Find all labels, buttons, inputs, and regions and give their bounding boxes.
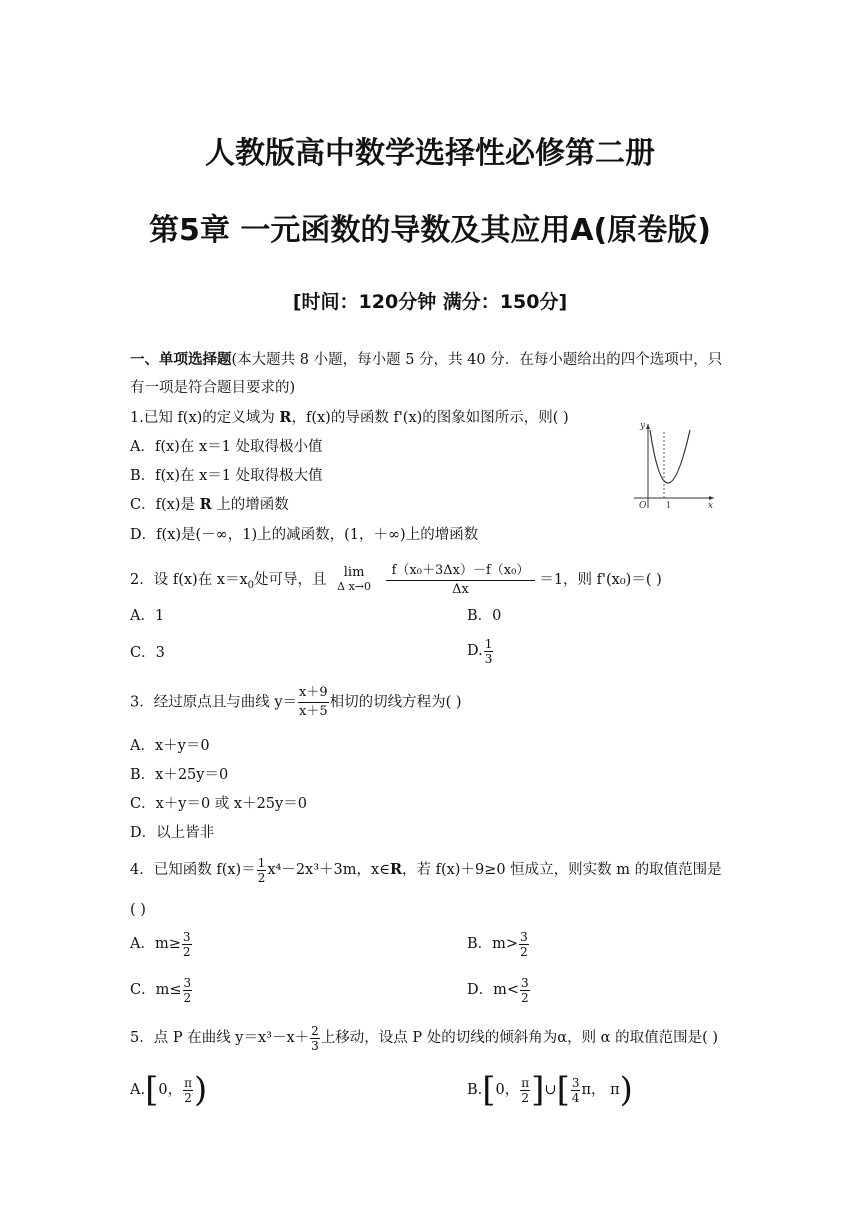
q5-option-b: B.[0， $\frac{\pi}{2}$ ]∪[ $\frac{3}{4}$ π， π) (467, 1070, 633, 1110)
section-description-line1: 一、单项选择题(本大题共 8 小题，每小题 5 分，共 40 分．在每小题给出的四个选项中，只 (130, 351, 723, 368)
y-axis-arrow (646, 424, 650, 429)
left-bracket-icon: [ (145, 1070, 159, 1110)
q5-option-a: A.[0， $\frac{\pi}{2}$ ) (130, 1070, 208, 1110)
section-description-line2: 有一项是符合题目要求的) (130, 380, 296, 396)
q1-stem: 1.已知 f(x)的定义域为 R，f(x)的导函数 f'(x)的图象如图所示，则( ) (130, 409, 569, 426)
q3-option-c: C．x＋y＝0 或 x＋25y＝0 (130, 796, 307, 812)
q2-option-a: A．1 (130, 608, 165, 624)
paper-title: 人教版高中数学选择性必修第二册 (205, 136, 655, 171)
q4-option-c: C．m≤ $\frac{3}{2}$ (130, 975, 192, 1005)
x-axis-label: x (708, 501, 714, 510)
origin-label: O (639, 501, 647, 510)
limit-operator: lim Δ x→0 (337, 565, 372, 593)
q4-stem: 4．已知函数 f(x)＝ $\frac{1}{2}$ x⁴－2x³＋3m，x∈R，若 f(x)＋9≥0 恒成立，则实数 m 的取值范围是 (130, 855, 722, 885)
right-bracket-icon: ] (531, 1070, 545, 1110)
right-paren-icon: ) (193, 1070, 208, 1110)
q2-option-d: D. $\frac{1}{3}$ (467, 636, 493, 666)
q3-option-b: B．x＋25y＝0 (130, 767, 229, 783)
exam-meta: [时间：120分钟 满分：150分] (292, 291, 568, 313)
q5-stem: 5．点 P 在曲线 y＝x³－x＋ $\frac{2}{3}$ 上移动，设点 P 处的切线的倾斜角为α，则 α 的取值范围是( ) (130, 1023, 719, 1053)
q4-option-d: D．m< $\frac{3}{2}$ (467, 975, 529, 1005)
x-axis-arrow (709, 496, 714, 500)
q2-option-b: B．0 (467, 608, 502, 624)
right-paren-icon: ) (619, 1070, 633, 1110)
section-head: 一、单项选择题 (130, 351, 232, 368)
y-axis-label: y (640, 421, 646, 431)
q2-option-c: C．3 (130, 645, 165, 661)
q2-stem: 2．设 f(x)在 $x=x_0$处可导，且 lim Δ x→0 $\frac{\text{f（x₀＋3Δx）－f（x₀）}}{\Delta x}$ ＝1，则 f'(x₀)＝( ) (130, 562, 662, 597)
q4-option-b: B．m> $\frac{3}{2}$ (467, 929, 528, 959)
q3-stem: 3．经过原点且与曲线 y＝ $\frac{x+9}{x+5}$ 相切的切线方程为( ) (130, 685, 462, 719)
q1-derivative-graph (630, 418, 720, 510)
left-bracket-icon: [ (482, 1070, 496, 1110)
q1-option-d: D．f(x)是(－∞，1)上的减函数，(1，＋∞)上的增函数 (130, 527, 479, 543)
q1-option-c: C．f(x)是 R 上的增函数 (130, 496, 289, 513)
q2-difference-quotient: $\frac{\text{f（x₀＋3Δx）－f（x₀）}}{\Delta x}$ (386, 562, 536, 599)
q4-stem-continued: ( ) (130, 902, 146, 918)
q3-option-d: D．以上皆非 (130, 825, 215, 841)
q3-option-a: A．x＋y＝0 (130, 738, 210, 754)
derivative-curve (650, 430, 690, 483)
q1-option-a: A．f(x)在 x＝1 处取得极小值 (130, 439, 323, 455)
chapter-title: 第5章 一元函数的导数及其应用A(原卷版) (149, 213, 711, 248)
q1-option-b: B．f(x)在 x＝1 处取得极大值 (130, 468, 323, 484)
tick-label-1: 1 (666, 501, 672, 510)
left-bracket-icon: [ (556, 1070, 570, 1110)
q4-option-a: A．m≥ $\frac{3}{2}$ (130, 929, 191, 959)
